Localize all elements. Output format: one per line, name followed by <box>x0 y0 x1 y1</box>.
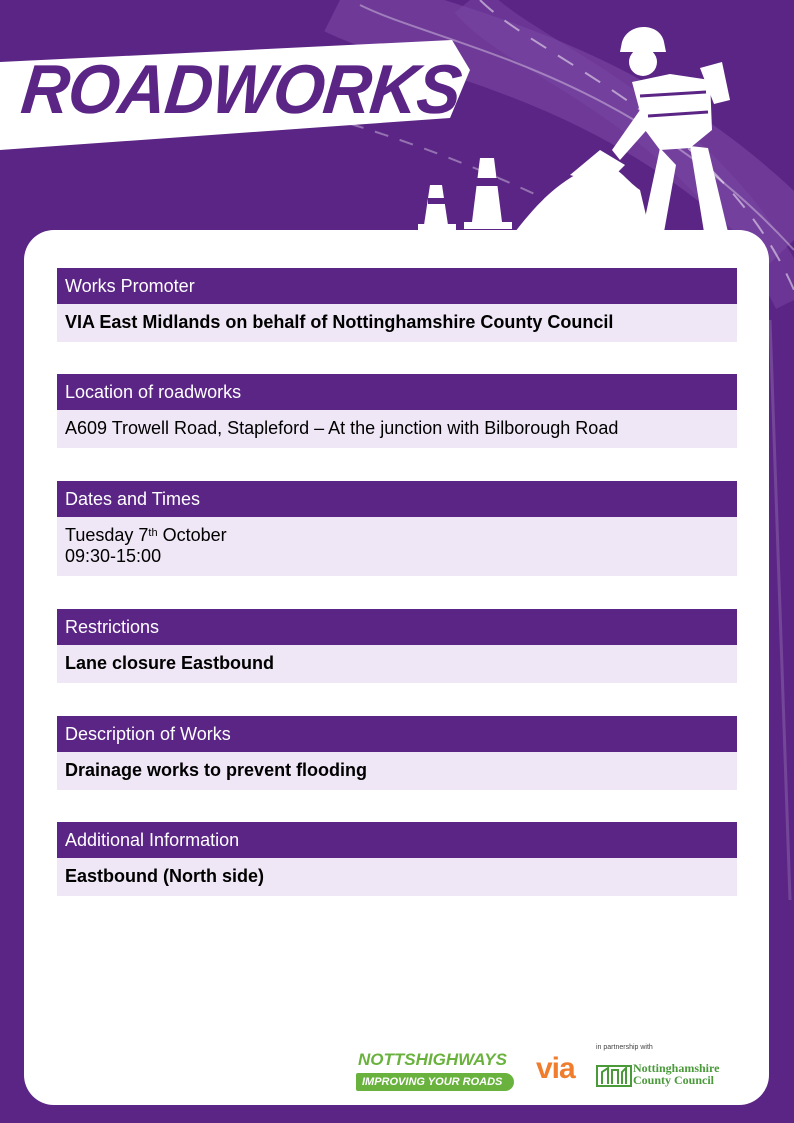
section-heading: Restrictions <box>57 609 737 645</box>
council-crest-icon <box>596 1060 632 1088</box>
section-additional-info <box>57 822 737 896</box>
section-heading: Description of Works <box>57 716 737 752</box>
council-logo-text <box>633 1062 743 1086</box>
section-works-promoter <box>57 268 737 342</box>
section-body: Eastbound (North side) <box>57 858 737 896</box>
time-line: 09:30-15:00 <box>65 546 162 566</box>
section-body <box>57 517 737 576</box>
notts-highways-logo: NOTTSHIGHWAYS <box>358 1050 507 1069</box>
section-heading: Additional Information <box>57 822 737 858</box>
council-name-line1: Nottinghamshire <box>633 1061 720 1075</box>
council-name-line2: County Council <box>633 1073 715 1087</box>
section-heading: Works Promoter <box>57 268 737 304</box>
section-body: Drainage works to prevent flooding <box>57 752 737 790</box>
date-line <box>65 525 729 546</box>
page-title: ROADWORKS <box>17 50 465 128</box>
section-heading: Dates and Times <box>57 481 737 517</box>
section-location <box>57 374 737 448</box>
via-logo: via <box>536 1052 575 1085</box>
section-body: VIA East Midlands on behalf of Nottinghamshire County Council <box>57 304 737 342</box>
date-month: October <box>157 525 227 545</box>
section-dates-times <box>57 481 737 576</box>
date-day: Tuesday 7 <box>65 525 149 545</box>
section-restrictions <box>57 609 737 683</box>
section-heading: Location of roadworks <box>57 374 737 410</box>
partnership-text: in partnership with <box>596 1044 653 1051</box>
section-body: Lane closure Eastbound <box>57 645 737 683</box>
footer-logos <box>356 1040 756 1100</box>
date-suffix: th <box>148 527 158 539</box>
notts-highways-tagline: IMPROVING YOUR ROADS <box>356 1073 514 1091</box>
section-description <box>57 716 737 790</box>
section-body: A609 Trowell Road, Stapleford – At the junction with Bilborough Road <box>57 410 737 448</box>
